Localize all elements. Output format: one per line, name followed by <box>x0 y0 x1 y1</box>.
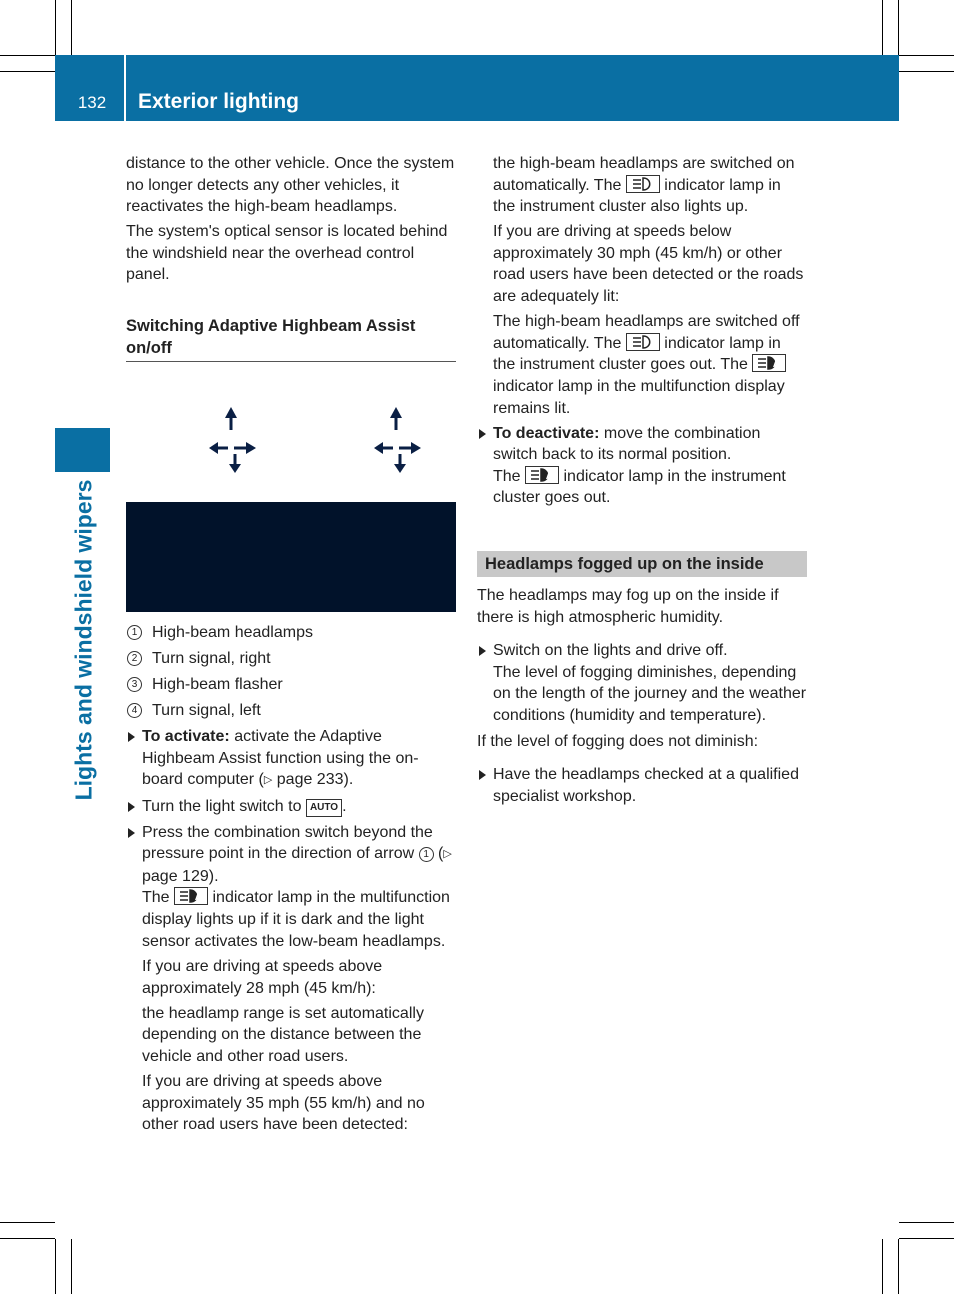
crop-mark <box>55 1239 56 1294</box>
crop-mark <box>899 55 954 56</box>
legend-item: 1 High-beam headlamps <box>126 622 456 644</box>
switch-arrows-illustration <box>126 382 456 502</box>
high-beam-assist-lamp-icon <box>174 887 208 905</box>
paragraph: If you are driving at speeds above approximately 35 mph (55 km/h) and no other road users have been detected: <box>142 1073 425 1134</box>
paragraph: the high-beam headlamps are switched on automatically. The indicator lamp in the instrument cluster also lights up. <box>493 155 795 216</box>
crop-mark <box>55 0 56 55</box>
crop-mark <box>882 0 883 55</box>
page-number: 132 <box>77 93 107 112</box>
bullet-triangle-icon <box>479 770 486 780</box>
crop-mark <box>0 55 55 56</box>
page-ref-triangle-icon: ▷ <box>263 774 273 787</box>
crop-mark <box>71 1239 72 1294</box>
paragraph: The high-beam headlamps are switched off automatically. The indicator lamp in the instrument cluster goes out. The A indicator lamp in the multifunction display remains lit. <box>493 313 800 417</box>
callout-number: 1 <box>127 625 142 640</box>
chapter-tab <box>55 428 110 472</box>
svg-text:A: A <box>195 893 202 903</box>
instruction-item: Press the combination switch beyond the pressure point in the direction of arrow 1 (▷ page 129). The A indicator lamp in the multifunction display lights up if it is dark and the light sensor activates the low-beam headlamps. <box>126 822 456 953</box>
crop-mark <box>898 0 899 55</box>
legend-item: 3 High-beam flasher <box>126 674 456 696</box>
crop-mark <box>898 1239 899 1294</box>
auto-switch-icon: AUTO <box>306 799 342 817</box>
crop-mark <box>899 1222 954 1223</box>
right-column <box>477 153 807 811</box>
high-beam-lamp-icon <box>626 175 660 193</box>
header-divider <box>124 55 126 121</box>
paragraph: distance to the other vehicle. Once the system no longer detects any other vehicles, it reactivates the high-beam headlamps. <box>126 155 455 216</box>
legend <box>126 622 456 722</box>
high-beam-lamp-icon <box>626 333 660 351</box>
callout-number: 4 <box>127 703 142 718</box>
section-title: Exterior lighting <box>138 90 300 113</box>
crop-mark <box>899 1238 954 1239</box>
paragraph: The headlamps may fog up on the inside if there is high atmospheric humidity. <box>477 587 779 626</box>
crop-mark <box>899 71 954 72</box>
paragraph: the headlamp range is set automatically depending on the distance between the vehicle and other road users. <box>142 1004 424 1065</box>
instruction-item: To deactivate: move the combination switch back to its normal position. The A indicator lamp in the instrument cluster goes out. <box>477 423 807 509</box>
section-heading: Headlamps fogged up on the inside <box>477 551 807 577</box>
crop-mark <box>882 1239 883 1294</box>
callout-number: 3 <box>127 677 142 692</box>
instruction-item: Turn the light switch to AUTO . <box>126 796 456 818</box>
paragraph: If the level of fogging does not diminish: <box>477 732 759 750</box>
crop-mark <box>71 0 72 55</box>
instruction-item: Switch on the lights and drive off. The level of fogging diminishes, depending on the length of the journey and the weather conditions (humidity and temperature). <box>477 640 807 726</box>
svg-text:A: A <box>546 471 553 481</box>
high-beam-assist-lamp-icon <box>525 466 559 484</box>
paragraph: If you are driving at speeds below approximately 30 mph (45 km/h) or other road users have been detected or the roads are adequately lit: <box>493 223 804 306</box>
bullet-triangle-icon <box>479 429 486 439</box>
crop-mark <box>0 71 55 72</box>
crop-mark <box>0 1238 55 1239</box>
switch-figure <box>126 382 456 612</box>
callout-number: 2 <box>127 651 142 666</box>
bullet-triangle-icon <box>128 828 135 838</box>
bullet-triangle-icon <box>479 646 486 656</box>
switch-photo <box>126 502 456 612</box>
instruction-item: Have the headlamps checked at a qualified specialist workshop. <box>477 764 807 807</box>
left-column <box>126 153 456 1139</box>
high-beam-assist-lamp-icon <box>752 354 786 372</box>
callout-number: 1 <box>419 847 434 862</box>
page-ref-triangle-icon: ▷ <box>443 848 452 861</box>
subheading: Switching Adaptive Highbeam Assist on/off <box>126 316 456 362</box>
bullet-triangle-icon <box>128 802 135 812</box>
instruction-item: To activate: activate the Adaptive Highbeam Assist function using the on-board computer (▷ page 233). <box>126 726 456 792</box>
legend-item: 2 Turn signal, right <box>126 648 456 670</box>
bullet-triangle-icon <box>128 732 135 742</box>
page-reference[interactable]: page 129). <box>142 867 219 885</box>
svg-text:A: A <box>773 360 780 370</box>
chapter-title: Lights and windshield wipers <box>70 479 97 801</box>
legend-item: 4 Turn signal, left <box>126 700 456 722</box>
paragraph: If you are driving at speeds above approximately 28 mph (45 km/h): <box>142 958 383 997</box>
paragraph: The system's optical sensor is located behind the windshield near the overhead control panel. <box>126 223 448 284</box>
page-reference[interactable]: page 233). <box>276 771 354 789</box>
crop-mark <box>0 1222 55 1223</box>
